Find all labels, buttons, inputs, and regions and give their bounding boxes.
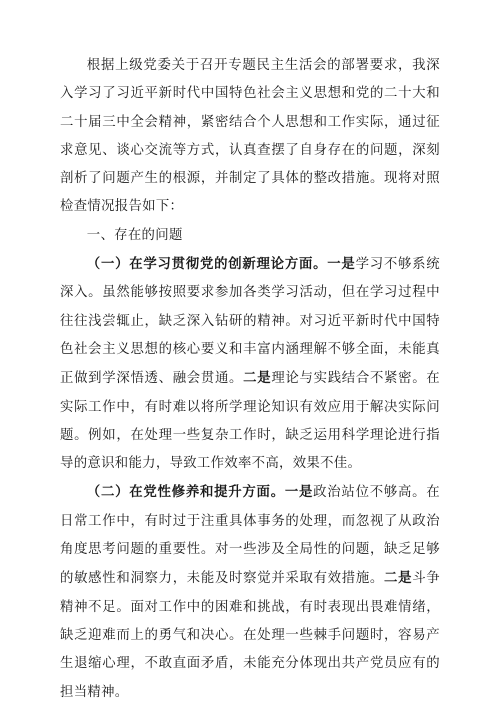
text-first: 政治站位不够高。在日常工作中，有时过于注重具体事务的处理，而忽视了从政治角度思考问题的重要性。对一些涉及全局性的问题，缺乏足够的敏感性和洞察力，未能及时察觉并采取有效措施。: [60, 485, 440, 587]
text-second: 理论与实践结合不紧密。在实际工作中，有时难以将所学理论知识有效应用于解决实际问题。例如，在处理一些复杂工作时，缺乏运用科学理论进行指导的意识和能力，导致工作效率不高，效果不佳。: [60, 371, 440, 472]
document-page: [60, 52, 440, 707]
text-second: 斗争精神不足。面对工作中的困难和挑战，有时表现出畏难情绪，缺乏迎难而上的勇气和决心。在处理一些棘手问题时，容易产生退缩心理，不敢直面矛盾，未能充分体现出共产党员应有的担当精神。: [60, 571, 440, 700]
text-first: 学习不够系统深入。虽然能够按照要求参加各类学习活动，但在学习过程中往往浅尝辄止，缺乏深入钻研的精神。对习近平新时代中国特色社会主义思想的核心要义和丰富内涵理解不够全面，未能真正做到学深悟透、融会贯通。: [60, 257, 440, 387]
sub-heading-study-theory: （一）在学习贯彻党的创新理论方面。: [86, 256, 328, 273]
intro-paragraph: 根据上级党委关于召开专题民主生活会的部署要求，我深入学习了习近平新时代中国特色社会主义思想和党的二十大和二十届三中全会精神，紧密结合个人思想和工作实际，通过征求意见、谈心交流等方式，认真查摆了自身存在的问题，深刻剖析了问题产生的根源，并制定了具体的整改措施。现将对照检查情况报告如下：: [60, 58, 440, 215]
sub-heading-party-spirit: （二）在党性修养和提升方面。: [86, 484, 285, 501]
lead-second: 二是: [243, 370, 272, 387]
paragraph-party-spirit: [60, 478, 440, 706]
lead-first: 一是: [284, 484, 314, 501]
lead-second: 二是: [384, 570, 413, 587]
paragraph-study-theory: [60, 250, 440, 478]
section-heading-problems: 一、存在的问题: [86, 227, 183, 243]
lead-first: 一是: [327, 256, 356, 273]
